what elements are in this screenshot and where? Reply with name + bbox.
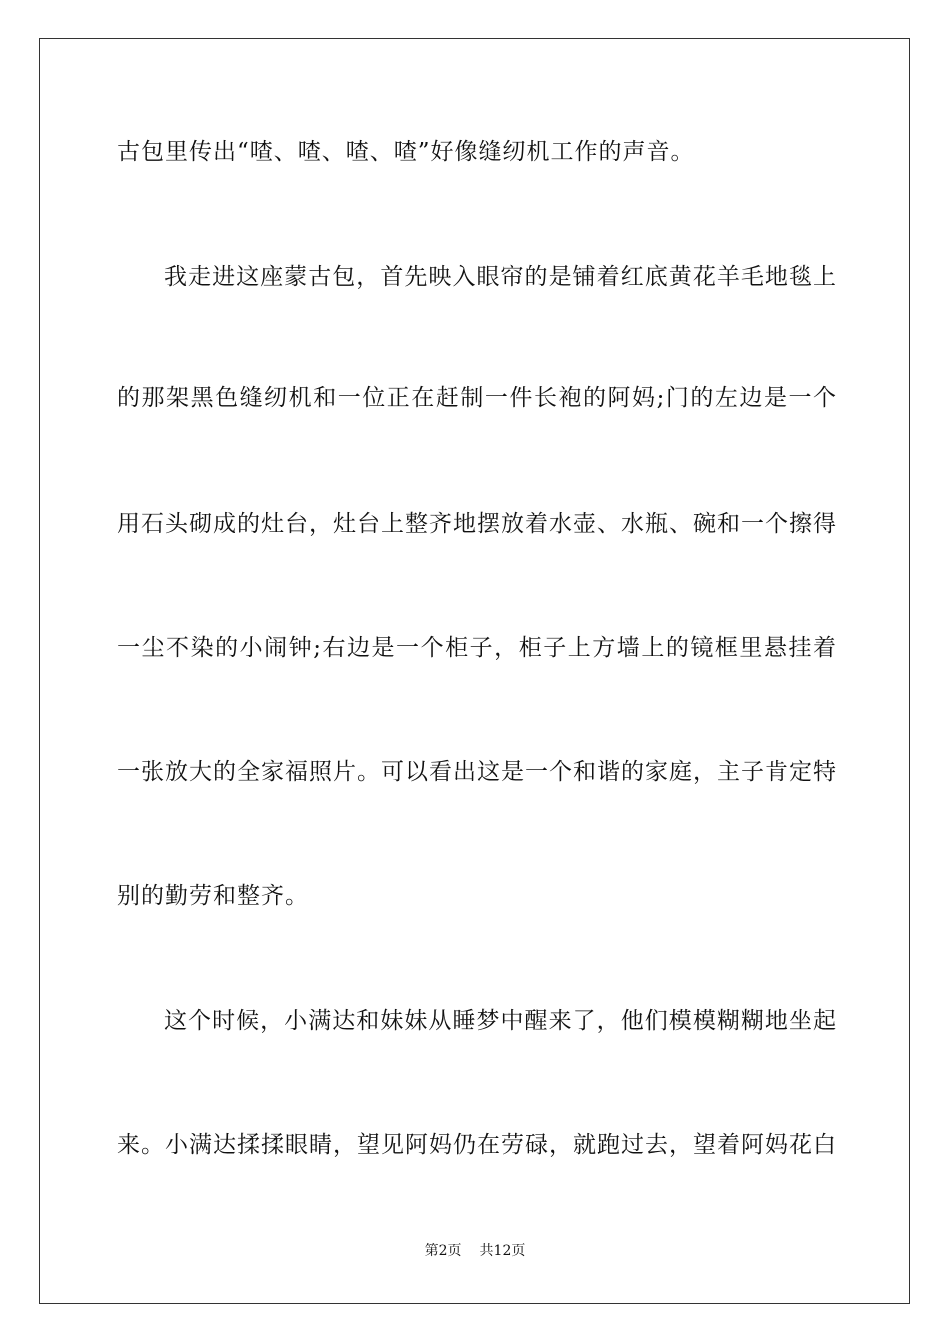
paragraph-start-line-8: 这个时候，小满达和妹妹从睡梦中醒来了，他们模模糊糊地坐起	[164, 1008, 837, 1034]
paragraph-start-line-2: 我走进这座蒙古包，首先映入眼帘的是铺着红底黄花羊毛地毯上	[164, 264, 837, 290]
page-number: 第2页	[424, 1243, 462, 1259]
total-pages: 共12页	[479, 1243, 526, 1259]
text-line-9: 来。小满达揉揉眼睛，望见阿妈仍在劳碌，就跑过去，望着阿妈花白	[117, 1132, 837, 1158]
text-line-5: 一尘不染的小闹钟;右边是一个柜子，柜子上方墙上的镜框里悬挂着	[117, 635, 837, 661]
text-line-3: 的那架黑色缝纫机和一位正在赶制一件长袍的阿妈;门的左边是一个	[117, 385, 837, 411]
page-footer	[0, 1242, 950, 1260]
page-border	[39, 38, 910, 1304]
text-line-6: 一张放大的全家福照片。可以看出这是一个和谐的家庭，主子肯定特	[117, 759, 837, 785]
text-line-1: 古包里传出“喳、喳、喳、喳”好像缝纫机工作的声音。	[117, 139, 695, 165]
text-line-4: 用石头砌成的灶台，灶台上整齐地摆放着水壶、水瓶、碗和一个擦得	[117, 511, 837, 537]
text-line-7: 别的勤劳和整齐。	[117, 883, 309, 909]
